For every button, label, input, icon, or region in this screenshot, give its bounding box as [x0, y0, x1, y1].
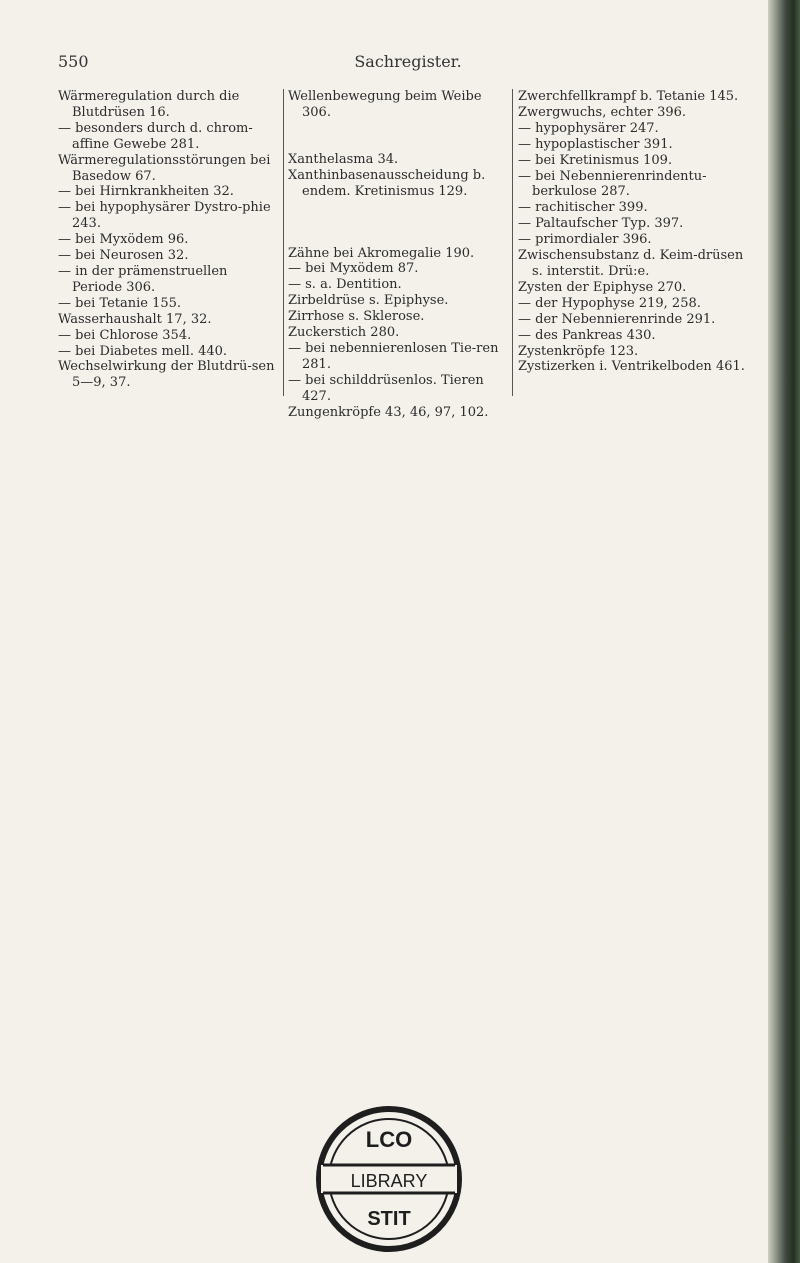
index-entry: — s. a. Dentition.: [288, 277, 402, 293]
index-entry: — bei Kretinismus 109.: [518, 152, 673, 168]
library-stamp: [313, 1103, 465, 1255]
index-entry: Wechselwirkung der Blutdrü-sen 5—9, 37.: [58, 359, 275, 391]
index-entry: — bei Tetanie 155.: [58, 295, 182, 311]
index-entry: — bei Myxödem 96.: [58, 232, 189, 248]
index-entry: — der Hypophyse 219, 258.: [518, 295, 701, 311]
index-entry: Zystizerken i. Ventrikelboden 461.: [518, 359, 745, 375]
index-entry: Zwischensubstanz d. Keim-drüsen s. interstit. Drü:e.: [518, 248, 744, 279]
index-entry: Wärmeregulationsstörungen bei Basedow 67.: [58, 152, 271, 184]
index-entry: Zuckerstich 280.: [288, 325, 400, 341]
index-entry: Zwergwuchs, echter 396.: [518, 104, 687, 120]
column-divider: [512, 89, 513, 396]
index-entry: Wärmeregulation durch die Blutdrüsen 16.: [58, 89, 240, 120]
index-entry: — bei Diabetes mell. 440.: [58, 343, 228, 359]
index-entry: — bei hypophysärer Dystro-phie 243.: [58, 200, 271, 232]
index-entry: — bei nebennierenlosen Tie-ren 281.: [288, 340, 499, 372]
library-stamp-graphic: [313, 1103, 465, 1255]
index-column-1: [58, 89, 280, 391]
index-entry: — bei Nebennierenrindentu-berkulose 287.: [518, 168, 707, 200]
page-number: 550: [58, 52, 89, 71]
index-entry: — bei Hirnkrankheiten 32.: [58, 184, 234, 200]
index-entry: — rachitischer 399.: [518, 200, 648, 216]
index-entry: Wellenbewegung beim Weibe 306.: [288, 89, 482, 120]
index-entry: — bei Myxödem 87.: [288, 261, 419, 277]
column-divider: [283, 89, 284, 396]
page-header: [58, 52, 758, 76]
index-entry: Zungenkröpfe 43, 46, 97, 102.: [288, 404, 489, 420]
index-entry: Zysten der Epiphyse 270.: [518, 279, 687, 295]
letter-gap: [288, 121, 510, 152]
index-entry: — bei schilddrüsenlos. Tieren 427.: [288, 372, 484, 404]
book-binding-edge: [768, 0, 800, 1263]
index-entry: — besonders durch d. chrom-affine Gewebe 281.: [58, 120, 253, 152]
index-entry: — bei Chlorose 354.: [58, 327, 192, 343]
index-entry: Wasserhaushalt 17, 32.: [58, 311, 212, 327]
index-entry: Zähne bei Akromegalie 190.: [288, 245, 475, 261]
index-entry: Zirrhose s. Sklerose.: [288, 309, 425, 325]
index-entry: — bei Neurosen 32.: [58, 248, 189, 264]
index-entry: Xanthelasma 34.: [288, 151, 399, 167]
index-entry: — des Pankreas 430.: [518, 327, 656, 343]
running-title: Sachregister.: [354, 52, 462, 71]
letter-gap: [288, 200, 510, 246]
index-entry: — primordialer 396.: [518, 232, 652, 248]
index-column-3: [518, 89, 748, 375]
index-entry: — in der prämenstruellen Periode 306.: [58, 263, 228, 295]
stamp-top-text: LCO: [365, 1127, 413, 1152]
stamp-middle-text: LIBRARY: [350, 1171, 428, 1191]
index-column-2: [288, 89, 510, 421]
index-entry: Zwerchfellkrampf b. Tetanie 145.: [518, 89, 739, 104]
index-entry: Xanthinbasenausscheidung b. endem. Kretinismus 129.: [288, 167, 486, 199]
index-entry: — Paltaufscher Typ. 397.: [518, 216, 684, 232]
index-entry: — hypoplastischer 391.: [518, 136, 673, 152]
index-entry: Zystenkröpfe 123.: [518, 343, 639, 359]
index-entry: — der Nebennierenrinde 291.: [518, 311, 716, 327]
index-entry: Zirbeldrüse s. Epiphyse.: [288, 293, 449, 309]
index-entry: — hypophysärer 247.: [518, 120, 659, 136]
stamp-bottom-text: STIT: [367, 1208, 411, 1230]
